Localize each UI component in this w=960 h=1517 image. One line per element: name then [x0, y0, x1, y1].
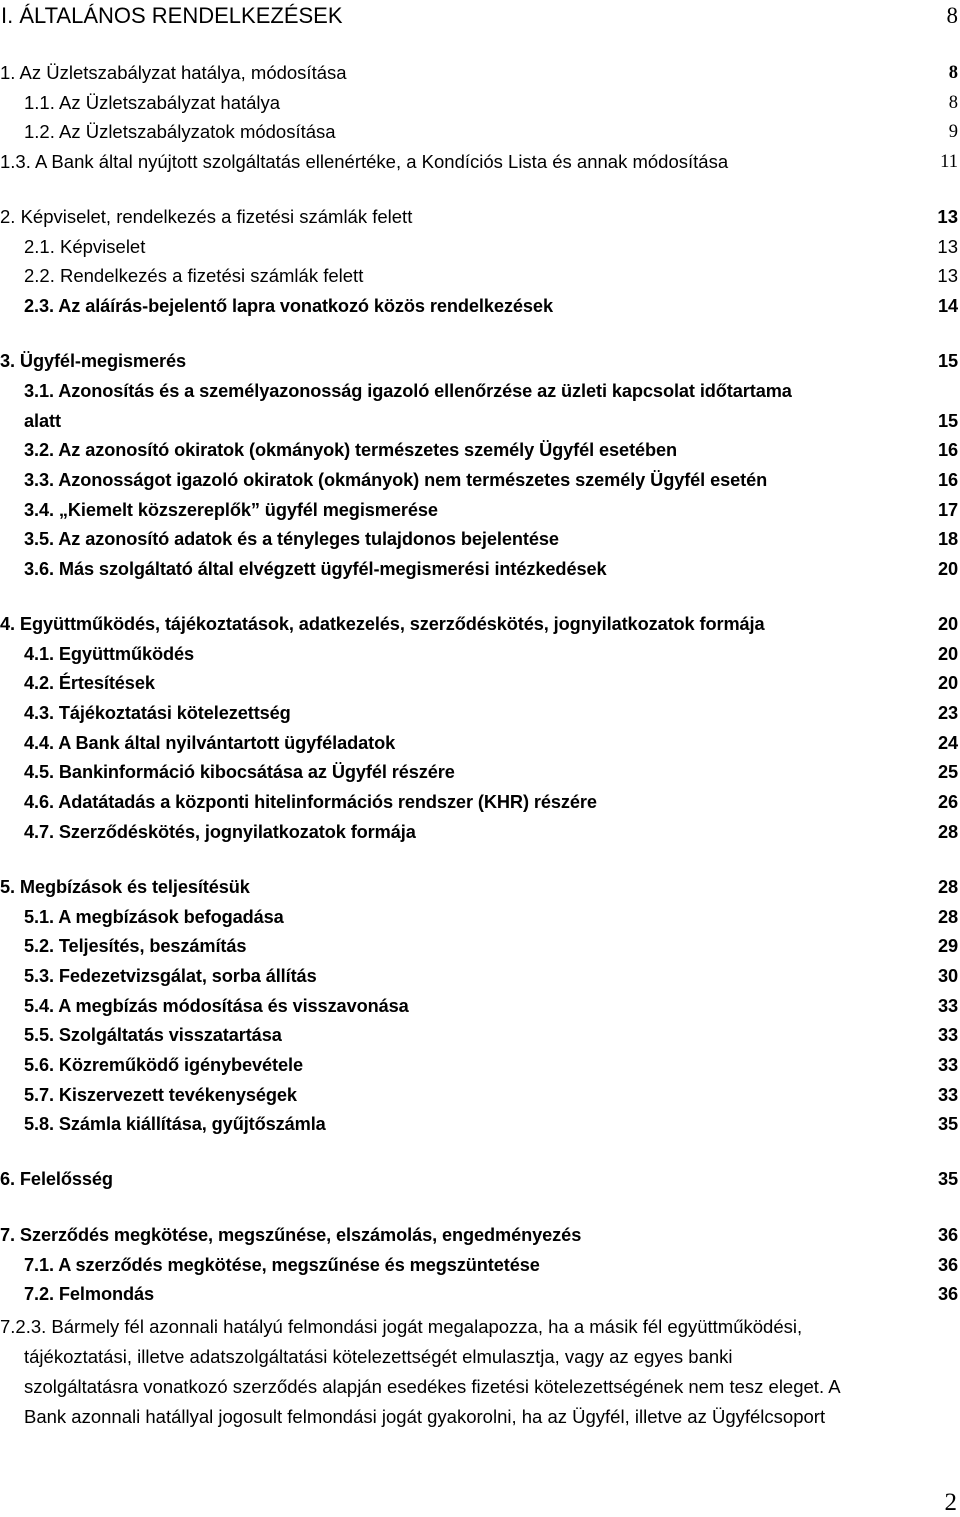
toc-entry[interactable] [24, 497, 958, 523]
toc-entry[interactable] [24, 526, 958, 552]
toc-entry-page: 20 [937, 673, 958, 693]
toc-entry[interactable] [24, 1022, 958, 1048]
toc-entry-page: 35 [937, 1114, 958, 1134]
toc-entry[interactable] [0, 1222, 958, 1248]
toc-entry-title: 2.2. Rendelkezés a fizetési számlák felett [24, 265, 364, 286]
toc-entry-page: 23 [937, 703, 958, 723]
toc-entry[interactable] [24, 1111, 958, 1137]
toc-entry-page: 14 [937, 296, 958, 316]
section-title [0, 0, 960, 32]
toc-entry-title: 3.5. Az azonosító adatok és a tényleges tulajdonos bejelentése [24, 529, 559, 549]
toc-entry-title: 4.5. Bankinformáció kibocsátása az Ügyfél részére [24, 762, 455, 782]
toc-entry-page: 28 [937, 822, 958, 842]
toc-entry-page: 36 [937, 1255, 958, 1275]
paragraph-line: Bank azonnali hatállyal jogosult felmondási jogát gyakorolni, ha az Ügyfél, illetve az Ügyfélcsoport [24, 1406, 826, 1427]
toc-entry[interactable] [24, 378, 958, 404]
toc-entry-page: 9 [948, 122, 958, 142]
toc-entry-title: 4.2. Értesítések [24, 673, 155, 693]
toc-entry[interactable] [24, 467, 958, 493]
toc-entry[interactable] [24, 670, 958, 696]
paragraph-line: szolgáltatásra vonatkozó szerződés alapján esedékes fizetési kötelezettségének nem tesz eleget. A [24, 1376, 841, 1397]
toc-entry-title: 3.3. Azonosságot igazoló okiratok (okmányok) nem természetes személy Ügyfél esetén [24, 470, 768, 490]
toc-entry[interactable] [0, 874, 958, 900]
toc-entry-page: 33 [937, 1055, 958, 1075]
toc-entry-title: 5.7. Kiszervezett tevékenységek [24, 1085, 297, 1105]
toc-entry[interactable] [0, 1166, 958, 1192]
toc-entry[interactable] [24, 90, 958, 116]
toc-entry[interactable] [24, 234, 958, 260]
toc-entry-page: 33 [937, 1085, 958, 1105]
toc-entry-page: 26 [937, 792, 958, 812]
toc-entry-page: 36 [937, 1225, 958, 1245]
toc-entry-page: 33 [937, 1025, 958, 1045]
section-title-text: I. ÁLTALÁNOS RENDELKEZÉSEK [1, 3, 343, 28]
toc-entry-title: 7.2. Felmondás [24, 1284, 154, 1304]
toc-entry-title: 2.3. Az aláírás-bejelentő lapra vonatkozó közös rendelkezések [24, 296, 553, 316]
toc-entry-title: 3.2. Az azonosító okiratok (okmányok) természetes személy Ügyfél esetében [24, 440, 678, 460]
toc-entry[interactable] [0, 149, 958, 175]
toc-entry-title: 7. Szerződés megkötése, megszűnése, elszámolás, engedményezés [0, 1225, 582, 1245]
toc-entry-page: 24 [937, 733, 958, 753]
toc-entry[interactable] [24, 933, 958, 959]
toc-entry-page: 33 [937, 996, 958, 1016]
toc-entry[interactable] [0, 204, 958, 230]
toc-entry-page: 16 [937, 470, 958, 490]
toc-entry-page: 20 [937, 559, 958, 579]
toc-entry-page: 25 [937, 762, 958, 782]
toc-entry[interactable] [0, 60, 958, 86]
paragraph-first-line: 7.2.3. Bármely fél azonnali hatályú felmondási jogát megalapozza, ha a másik fél együttműködési, [0, 1316, 803, 1337]
toc-entry-title: 5.3. Fedezetvizsgálat, sorba állítás [24, 966, 317, 986]
toc-entry-page: 28 [937, 907, 958, 927]
toc-entry-title: alatt [24, 411, 61, 431]
page-number: 2 [944, 1489, 957, 1516]
toc-entry-page: 35 [937, 1169, 958, 1189]
toc-entry-page: 28 [937, 877, 958, 897]
toc-entry-title: 4.3. Tájékoztatási kötelezettség [24, 703, 291, 723]
toc-entry[interactable] [24, 819, 958, 845]
toc-entry-title: 3.6. Más szolgáltató által elvégzett ügyfél-megismerési intézkedések [24, 559, 607, 579]
paragraph-7-2-3 [0, 1312, 960, 1432]
toc-entry-title: 3. Ügyfél-megismerés [0, 351, 187, 371]
toc-entry[interactable] [24, 963, 958, 989]
toc-entry-title: 4. Együttműködés, tájékoztatások, adatkezelés, szerződéskötés, jognyilatkozatok formája [0, 614, 765, 634]
toc-entry-title: 3.4. „Kiemelt közszereplők” ügyfél megismerése [24, 500, 438, 520]
toc-entry-page: 17 [937, 500, 958, 520]
toc-entry[interactable] [24, 759, 958, 785]
toc-entry-page: 15 [937, 351, 958, 371]
toc-entry-page: 20 [937, 644, 958, 664]
toc-entry-title: 4.4. A Bank által nyilvántartott ügyféladatok [24, 733, 396, 753]
toc-entry-title: 4.7. Szerződéskötés, jognyilatkozatok formája [24, 822, 416, 842]
toc-entry-title: 5.4. A megbízás módosítása és visszavonása [24, 996, 409, 1016]
toc-entry[interactable] [0, 348, 958, 374]
toc-entry[interactable] [24, 789, 958, 815]
toc-entry[interactable] [0, 611, 958, 637]
toc-entry-title: 2. Képviselet, rendelkezés a fizetési számlák felett [0, 206, 413, 227]
toc-entry-page: 11 [940, 152, 958, 172]
toc-entry-page: 20 [937, 614, 958, 634]
toc-entry-page: 8 [948, 63, 958, 83]
toc-entry-page: 16 [937, 440, 958, 460]
toc-entry[interactable] [24, 1252, 958, 1278]
toc-entry[interactable] [24, 408, 958, 434]
toc-entry-title: 1.2. Az Üzletszabályzatok módosítása [24, 121, 336, 142]
toc-entry-page: 36 [937, 1284, 958, 1304]
toc-entry[interactable] [24, 263, 958, 289]
toc-entry-page: 13 [937, 206, 958, 227]
toc-entry-page: 30 [937, 966, 958, 986]
toc-entry[interactable] [24, 437, 958, 463]
toc-entry-title: 5.8. Számla kiállítása, gyűjtőszámla [24, 1114, 326, 1134]
toc-entry[interactable] [24, 993, 958, 1019]
toc-entry-title: 1.1. Az Üzletszabályzat hatálya [24, 92, 281, 113]
paragraph-line: tájékoztatási, illetve adatszolgáltatási kötelezettségét elmulasztja, vagy az egyes banki [24, 1346, 733, 1367]
toc-entry-page: 15 [937, 411, 958, 431]
toc-entry-page: 29 [937, 936, 958, 956]
toc-entry-title: 5. Megbízások és teljesítésük [0, 877, 250, 897]
toc-entry-title: 4.1. Együttműködés [24, 644, 195, 664]
toc-entry-title: 5.5. Szolgáltatás visszatartása [24, 1025, 282, 1045]
toc-entry[interactable] [24, 1052, 958, 1078]
toc-entry-title: 1. Az Üzletszabályzat hatálya, módosítása [0, 62, 347, 83]
toc-entry-title: 3.1. Azonosítás és a személyazonosság igazoló ellenőrzése az üzleti kapcsolat időtartama [24, 381, 792, 401]
toc-entry[interactable] [24, 1281, 958, 1307]
toc-entry-page: 13 [937, 265, 958, 286]
toc-entry[interactable] [24, 119, 958, 145]
toc-entry-title: 6. Felelősség [0, 1169, 113, 1189]
toc-entry[interactable] [24, 700, 958, 726]
toc-entry[interactable] [24, 556, 958, 582]
toc-entry-title: 7.1. A szerződés megkötése, megszűnése és megszüntetése [24, 1255, 540, 1275]
toc-entry[interactable] [24, 293, 958, 319]
toc-entry-title: 5.2. Teljesítés, beszámítás [24, 936, 247, 956]
toc-entry-page: 13 [937, 236, 958, 257]
toc-entry-title: 2.1. Képviselet [24, 236, 146, 257]
toc-entry-page: 8 [948, 93, 958, 113]
section-title-page: 8 [946, 3, 958, 28]
toc-entry[interactable] [24, 1082, 958, 1108]
toc-entry-title: 5.6. Közreműködő igénybevétele [24, 1055, 303, 1075]
toc-entry-page: 18 [937, 529, 958, 549]
toc-entry-title: 4.6. Adatátadás a központi hitelinformációs rendszer (KHR) részére [24, 792, 597, 812]
toc-entry[interactable] [24, 641, 958, 667]
toc-entry[interactable] [24, 904, 958, 930]
toc-entry-title: 1.3. A Bank által nyújtott szolgáltatás ellenértéke, a Kondíciós Lista és annak módosítása [0, 151, 729, 172]
toc-entry[interactable] [24, 730, 958, 756]
toc-entry-title: 5.1. A megbízások befogadása [24, 907, 284, 927]
